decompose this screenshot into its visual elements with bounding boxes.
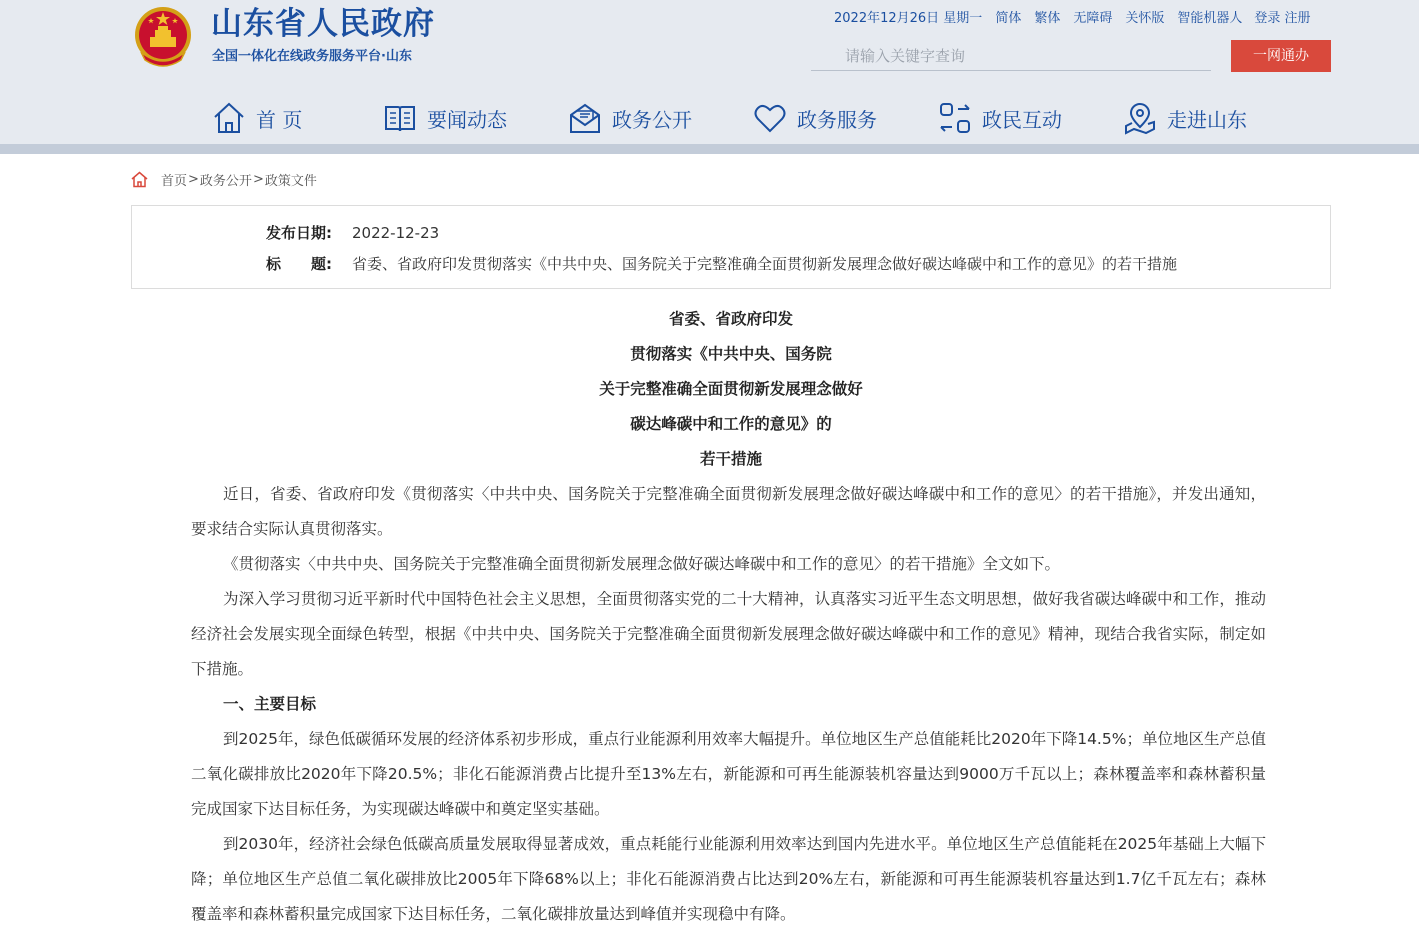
article-title-line: 关于完整准确全面贯彻新发展理念做好: [599, 380, 863, 398]
breadcrumb-separator: >: [188, 171, 199, 187]
link-accessibility[interactable]: 无障碍: [1073, 11, 1113, 26]
title-label: 标 题:: [266, 255, 332, 273]
publish-date-label: 发布日期:: [266, 224, 332, 242]
heart-icon: [753, 101, 787, 135]
section-heading: 一、主要目标: [223, 695, 317, 713]
interaction-icon: [938, 101, 972, 135]
one-stop-login-button[interactable]: 一网通办: [1231, 40, 1331, 72]
nav-home[interactable]: [212, 98, 302, 138]
book-icon: [383, 101, 417, 135]
article-paragraph: 《贯彻落实〈中共中央、国务院关于完整准确全面贯彻新发展理念做好碳达峰碳中和工作的意见〉的若干措施》全文如下。: [223, 555, 1061, 573]
link-traditional[interactable]: 繁体: [1034, 11, 1061, 26]
article-paragraph: 近日，省委、省政府印发《贯彻落实〈中共中央、国务院关于完整准确全面贯彻新发展理念做好碳达峰碳中和工作的意见〉的若干措施》，并发出通知，要求结合实际认真贯彻落实。: [191, 485, 1266, 538]
breadcrumb: [131, 170, 317, 188]
login-link[interactable]: 登录: [1254, 11, 1281, 26]
title-row: [266, 254, 1177, 274]
nav-news[interactable]: [383, 98, 507, 138]
header-divider: [0, 144, 1419, 154]
publish-date-row: [266, 223, 439, 243]
nav-gov-services[interactable]: [753, 98, 877, 138]
home-icon: [131, 171, 148, 188]
national-emblem-icon: [131, 4, 195, 70]
link-smart-robot[interactable]: 智能机器人: [1177, 11, 1243, 26]
breadcrumb-gov-affairs[interactable]: 政务公开: [199, 173, 252, 189]
title-value: 省委、省政府印发贯彻落实《中共中央、国务院关于完整准确全面贯彻新发展理念做好碳达峰碳中和工作的意见》的若干措施: [352, 255, 1178, 273]
top-links: [834, 10, 1311, 28]
breadcrumb-separator: >: [252, 171, 264, 187]
article-title-line: 贯彻落实《中共中央、国务院: [630, 345, 832, 363]
publish-date-value: 2022-12-23: [352, 224, 440, 242]
nav-interaction[interactable]: [938, 98, 1062, 138]
article-title-line: 若干措施: [699, 450, 762, 468]
article-paragraph: 为深入学习贯彻习近平新时代中国特色社会主义思想，全面贯彻落实党的二十大精神，认真落实习近平生态文明思想，做好我省碳达峰碳中和工作，推动经济社会发展实现全面绿色转型，根据《中共中央、国务院关于完整准确全面贯彻新发展理念做好碳达峰碳中和工作的意见》精神，现结合我省实际，制定如下措施。: [191, 590, 1266, 678]
nav-home-label: 首 页: [256, 107, 303, 132]
auth-links: [1254, 10, 1310, 28]
location-icon: [1123, 101, 1157, 135]
search-input[interactable]: [811, 42, 1211, 71]
link-elderly-mode[interactable]: 关怀版: [1125, 11, 1165, 26]
site-title[interactable]: 山东省人民政府: [211, 6, 435, 42]
nav-gov-affairs-label: 政务公开: [612, 107, 692, 132]
article-title-line: 省委、省政府印发: [668, 310, 793, 328]
current-date: 2022年12月26日 星期一: [834, 11, 983, 26]
document-info-box: [131, 205, 1331, 289]
home-icon: [212, 101, 246, 135]
nav-about-shandong[interactable]: [1123, 98, 1247, 138]
link-simplified[interactable]: 简体: [995, 11, 1022, 26]
header: [0, 0, 1419, 144]
breadcrumb-policy-docs[interactable]: 政策文件: [264, 173, 317, 189]
breadcrumb-home[interactable]: 首页: [161, 173, 188, 189]
nav-gov-affairs[interactable]: [568, 98, 692, 138]
nav-interaction-label: 政民互动: [982, 107, 1062, 132]
article-paragraph: 到2030年，经济社会绿色低碳高质量发展取得显著成效，重点耗能行业能源利用效率达到国内先进水平。单位地区生产总值能耗在2025年基础上大幅下降；单位地区生产总值二氧化碳排放比2005年下降68%以上；非化石能源消费占比达到20%左右，新能源和可再生能源装机容量达到1.7亿千瓦左右；森林覆盖率和森林蓄积量完成国家下达目标任务，二氧化碳排放量达到峰值并实现稳中有降。: [191, 835, 1266, 923]
site-subtitle[interactable]: 全国一体化在线政务服务平台·山东: [212, 49, 412, 64]
article-title-line: 碳达峰碳中和工作的意见》的: [630, 415, 832, 433]
nav-gov-services-label: 政务服务: [797, 107, 877, 132]
mail-icon: [568, 101, 602, 135]
register-link[interactable]: 注册: [1284, 11, 1311, 26]
nav-news-label: 要闻动态: [427, 107, 507, 132]
article-paragraph: 到2025年，绿色低碳循环发展的经济体系初步形成，重点行业能源利用效率大幅提升。单位地区生产总值能耗比2020年下降14.5%；单位地区生产总值二氧化碳排放比2020年下降20.5%；非化石能源消费占比提升至13%左右，新能源和可再生能源装机容量达到9000万千瓦以上；森林覆盖率和森林蓄积量完成国家下达目标任务，为实现碳达峰碳中和奠定坚实基础。: [191, 730, 1266, 818]
nav-about-shandong-label: 走进山东: [1167, 107, 1247, 132]
